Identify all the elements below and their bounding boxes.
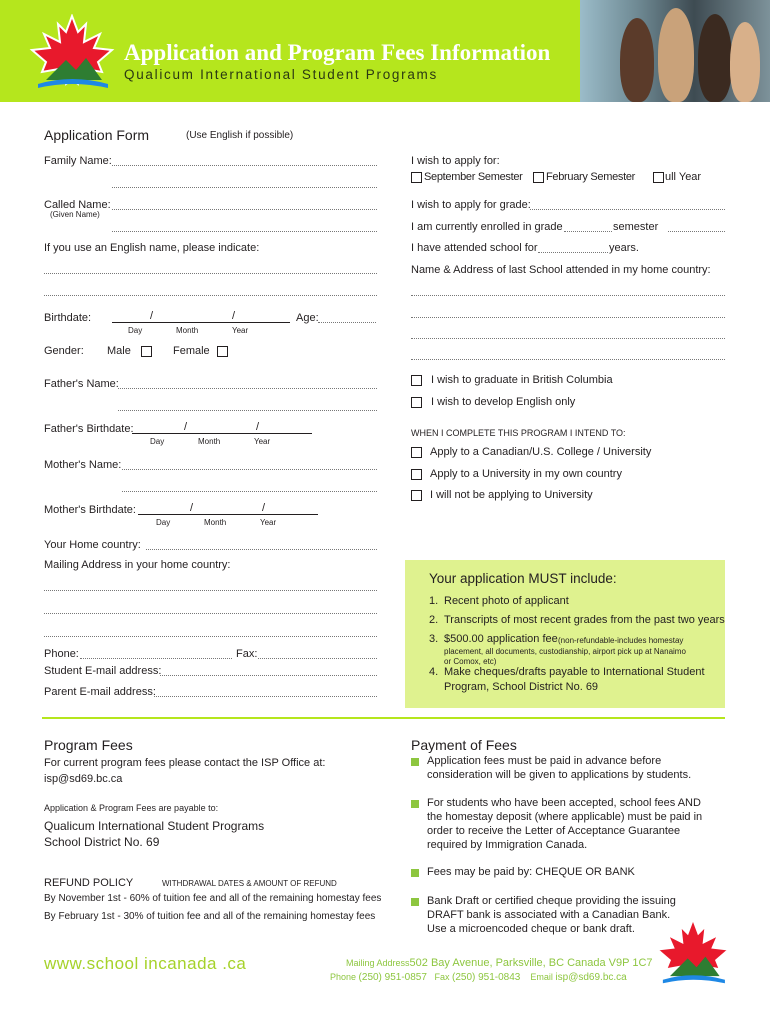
full-year-label: ull Year: [665, 171, 702, 183]
parent-email-field[interactable]: [154, 685, 377, 697]
payment-point-4-line-2: DRAFT bank is associated with a Canadian Bank.: [427, 909, 671, 921]
payment-point-3: Fees may be paid by: CHEQUE OR BANK: [427, 866, 635, 878]
requirement-4-line-2: Program, School District No. 69: [444, 681, 599, 693]
requirements-heading: Your application MUST include:: [429, 571, 617, 586]
application-form-note: (Use English if possible): [186, 130, 294, 141]
fathers-year-caption: Year: [254, 437, 271, 446]
program-fees-heading: Program Fees: [44, 737, 133, 753]
fathers-name-label: Father's Name:: [44, 378, 119, 390]
mailing-address-field-2[interactable]: [44, 602, 377, 614]
requirement-4-line-1: Make cheques/drafts payable to International Student: [444, 666, 705, 678]
email-footer-label: Email: [530, 972, 553, 982]
february-checkbox[interactable]: [533, 172, 544, 183]
enrolled-grade-field[interactable]: [564, 220, 612, 232]
payment-point-1-line-2: consideration will be given to applications by students.: [427, 769, 692, 781]
september-label: September Semester: [424, 171, 523, 183]
intend-1-checkbox[interactable]: [411, 447, 422, 458]
payment-point-4-line-1: Bank Draft or certified cheque providing the issuing: [427, 895, 676, 907]
mailing-address-field-1[interactable]: [44, 579, 377, 591]
enrolled-grade-label: I am currently enrolled in grade: [411, 221, 563, 233]
student-email-field[interactable]: [160, 664, 377, 676]
family-name-field[interactable]: [112, 154, 377, 166]
bullet-icon: [411, 758, 419, 766]
female-checkbox[interactable]: [217, 346, 228, 357]
payment-point-2-line-3: order to receive the Letter of Acceptance Guarantee: [427, 825, 681, 837]
fathers-name-field[interactable]: [118, 377, 377, 389]
family-name-label: Family Name:: [44, 155, 112, 167]
birthdate-slash-2: /: [232, 310, 236, 322]
birthdate-year-caption: Year: [232, 326, 249, 335]
payment-point-4-line-3: Use a microencoded cheque or bank draft.: [427, 923, 635, 935]
application-form-heading: Application Form: [44, 127, 150, 143]
male-checkbox[interactable]: [141, 346, 152, 357]
semester-label: semester: [613, 221, 659, 233]
gender-label: Gender:: [44, 345, 84, 357]
last-school-field-1[interactable]: [411, 284, 725, 296]
parent-email-label: Parent E-mail address:: [44, 686, 156, 698]
maple-leaf-logo-footer: [654, 916, 732, 992]
intend-2-checkbox[interactable]: [411, 469, 422, 480]
graduate-bc-label: I wish to graduate in British Columbia: [431, 374, 613, 386]
birthdate-day-caption: Day: [128, 326, 143, 335]
fathers-birthdate-slash-1: /: [184, 421, 188, 433]
apply-grade-field[interactable]: [530, 198, 725, 210]
email-footer-value[interactable]: isp@sd69.bc.ca: [555, 972, 627, 983]
mothers-birthdate-field[interactable]: [138, 503, 318, 515]
english-name-field-2[interactable]: [44, 284, 377, 296]
phone-footer-value: (250) 951-0857: [358, 972, 427, 983]
footer-address-line: [346, 957, 653, 969]
maple-leaf-logo: [28, 14, 116, 96]
phone-field[interactable]: [80, 647, 232, 659]
footer-contact-line: [330, 972, 627, 983]
bullet-icon: [411, 869, 419, 877]
bullet-icon: [411, 800, 419, 808]
students-photo: [580, 0, 770, 102]
age-label: Age:: [296, 312, 319, 324]
bullet-icon: [411, 898, 419, 906]
semester-field[interactable]: [668, 220, 725, 232]
mothers-day-caption: Day: [156, 518, 171, 527]
given-name-note: (Given Name): [50, 210, 100, 219]
payment-point-2-line-1: For students who have been accepted, school fees AND: [427, 797, 701, 809]
payment-point-2-line-4: required by Immigration Canada.: [427, 839, 588, 851]
mothers-year-caption: Year: [260, 518, 277, 527]
refund-line-1: By November 1st - 60% of tuition fee and all of the remaining homestay fees: [44, 893, 382, 904]
family-name-field-2[interactable]: [112, 176, 377, 188]
fax-footer-value: (250) 951-0843: [451, 972, 521, 983]
program-fees-contact-1: For current program fees please contact the ISP Office at:: [44, 757, 326, 769]
fathers-birthdate-label: Father's Birthdate:: [44, 423, 134, 435]
birthdate-label: Birthdate:: [44, 312, 92, 324]
requirement-3-number: 3.: [429, 633, 439, 645]
birthdate-month-caption: Month: [176, 326, 199, 335]
page-subtitle: Qualicum International Student Programs: [124, 67, 438, 82]
phone-label: Phone:: [44, 648, 79, 660]
fathers-month-caption: Month: [198, 437, 221, 446]
refund-policy-heading: REFUND POLICY: [44, 877, 134, 889]
apply-for-label: I wish to apply for:: [411, 155, 500, 167]
fathers-birthdate-slash-2: /: [256, 421, 260, 433]
english-name-label: If you use an English name, please indicate:: [44, 242, 260, 254]
last-school-field-3[interactable]: [411, 327, 725, 339]
page-title: Application and Program Fees Information: [124, 40, 551, 65]
fathers-day-caption: Day: [150, 437, 165, 446]
mothers-birthdate-label: Mother's Birthdate:: [44, 504, 136, 516]
refund-policy-subheading: WITHDRAWAL DATES & AMOUNT OF REFUND: [162, 879, 337, 888]
mothers-birthdate-slash-1: /: [190, 502, 194, 514]
requirement-3-note-3: or Comox, etc): [444, 657, 497, 666]
intend-3-checkbox[interactable]: [411, 490, 422, 501]
requirement-3-note-2: placement, all documents, custodianship, airport pick up at Nanaimo: [444, 647, 686, 656]
mothers-birthdate-slash-2: /: [262, 502, 266, 514]
fax-label: Fax:: [236, 648, 258, 660]
female-label: Female: [173, 345, 210, 357]
intend-2-label: Apply to a University in my own country: [430, 468, 622, 480]
birthdate-slash-1: /: [150, 310, 154, 322]
requirement-1-number: 1.: [429, 595, 439, 607]
phone-footer-label: Phone: [330, 972, 357, 982]
payable-org-2: School District No. 69: [44, 835, 160, 849]
payment-point-2-line-2: the homestay deposit (where applicable) must be paid in: [427, 811, 703, 823]
requirement-3: $500.00 application fee: [444, 633, 558, 645]
refund-line-2: By February 1st - 30% of tuition fee and all of the remaining homestay fees: [44, 911, 376, 922]
fax-field[interactable]: [258, 647, 377, 659]
fax-footer-label: Fax: [434, 972, 450, 982]
develop-english-checkbox[interactable]: [411, 397, 422, 408]
called-name-label: Called Name:: [44, 199, 111, 211]
intend-3-label: I will not be applying to University: [430, 489, 593, 501]
develop-english-label: I wish to develop English only: [431, 396, 576, 408]
english-name-field[interactable]: [44, 262, 377, 274]
payable-to-label: Application & Program Fees are payable to:: [44, 803, 219, 813]
age-field[interactable]: [318, 311, 376, 323]
payment-fees-heading: Payment of Fees: [411, 737, 517, 753]
mothers-name-field[interactable]: [122, 458, 377, 470]
february-label: February Semester: [546, 171, 636, 183]
mailing-address-label: Mailing Address: [346, 958, 410, 968]
fathers-name-field-2[interactable]: [118, 399, 377, 411]
home-country-field[interactable]: [146, 538, 377, 550]
section-divider: [42, 717, 725, 719]
payable-org-1: Qualicum International Student Programs: [44, 819, 265, 833]
mailing-address-value: 502 Bay Avenue, Parksville, BC Canada V9P 1C7: [409, 957, 653, 969]
mothers-name-field-2[interactable]: [122, 480, 377, 492]
called-name-field-2[interactable]: [112, 220, 377, 232]
requirement-2: Transcripts of most recent grades from the past two years: [444, 614, 725, 626]
intend-heading: WHEN I COMPLETE THIS PROGRAM I INTEND TO:: [411, 428, 626, 438]
requirement-4-number: 4.: [429, 666, 439, 678]
website-url[interactable]: www.school incanada .ca: [44, 954, 247, 973]
student-email-label: Student E-mail address:: [44, 665, 162, 677]
last-school-field-4[interactable]: [411, 348, 725, 360]
requirement-2-number: 2.: [429, 614, 439, 626]
called-name-field[interactable]: [112, 198, 377, 210]
requirement-3-note-1: (non-refundable-includes homestay: [558, 636, 684, 645]
last-school-label: Name & Address of last School attended in my home country:: [411, 264, 711, 276]
mothers-month-caption: Month: [204, 518, 227, 527]
last-school-field-2[interactable]: [411, 306, 725, 318]
fathers-birthdate-field[interactable]: [132, 422, 312, 434]
payment-point-1-line-1: Application fees must be paid in advance before: [427, 755, 662, 767]
home-country-label: Your Home country:: [44, 539, 141, 551]
full-year-checkbox[interactable]: [653, 172, 664, 183]
program-fees-contact-email[interactable]: isp@sd69.bc.ca: [44, 773, 123, 785]
years-label: years.: [609, 242, 639, 254]
graduate-bc-checkbox[interactable]: [411, 375, 422, 386]
mailing-address-field-3[interactable]: [44, 625, 377, 637]
birthdate-field[interactable]: [112, 311, 290, 323]
attended-label: I have attended school for: [411, 242, 538, 254]
attended-years-field[interactable]: [538, 241, 608, 253]
requirement-1: Recent photo of applicant: [444, 595, 569, 607]
male-label: Male: [107, 345, 131, 357]
mailing-address-label: Mailing Address in your home country:: [44, 559, 231, 571]
september-checkbox[interactable]: [411, 172, 422, 183]
intend-1-label: Apply to a Canadian/U.S. College / University: [430, 446, 652, 458]
mothers-name-label: Mother's Name:: [44, 459, 122, 471]
apply-grade-label: I wish to apply for grade:: [411, 199, 531, 211]
